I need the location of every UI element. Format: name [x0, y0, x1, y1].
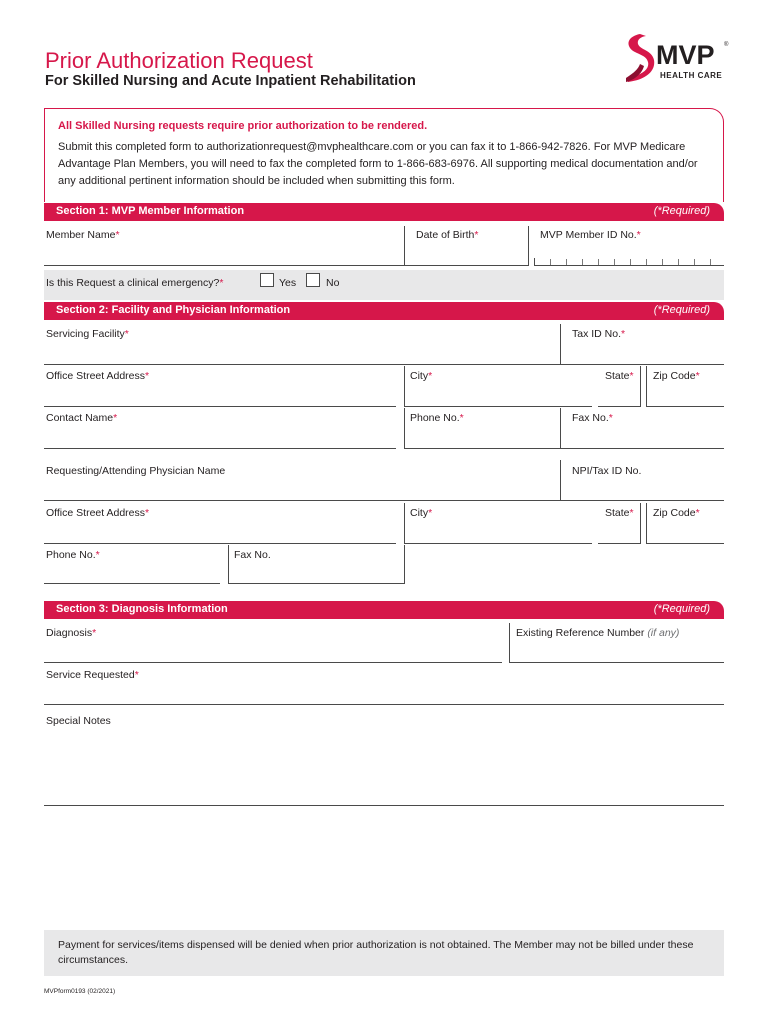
office-address2-label: Office Street Address*	[46, 507, 150, 519]
divider	[646, 503, 647, 544]
phone2-label: Phone No.*	[46, 549, 100, 561]
service-field[interactable]	[44, 704, 724, 705]
id-tick	[534, 258, 535, 266]
tax-id-field[interactable]	[560, 364, 724, 365]
member-id-field[interactable]	[534, 265, 724, 266]
id-tick	[550, 259, 551, 265]
phone2-field[interactable]	[44, 583, 220, 584]
divider	[560, 408, 561, 449]
svg-text:®: ®	[724, 42, 729, 48]
fax-field[interactable]	[560, 448, 724, 449]
dob-field[interactable]	[404, 265, 528, 266]
id-tick	[646, 259, 647, 265]
id-tick	[630, 259, 631, 265]
id-tick	[678, 259, 679, 265]
divider	[404, 408, 405, 449]
section2-header	[44, 302, 724, 320]
npi-field[interactable]	[560, 500, 724, 501]
id-tick	[710, 259, 711, 265]
diagnosis-field[interactable]	[44, 662, 502, 663]
form-subtitle: For Skilled Nursing and Acute Inpatient Rehabilitation	[45, 73, 416, 89]
svg-text:HEALTH CARE: HEALTH CARE	[660, 71, 723, 80]
notes-label: Special Notes	[46, 715, 111, 727]
city2-field[interactable]	[404, 543, 592, 544]
section2-required: (*Required)	[653, 304, 710, 316]
emergency-question: Is this Request a clinical emergency?*	[46, 277, 224, 289]
reference-label: Existing Reference Number (if any)	[516, 627, 680, 639]
tax-id-label: Tax ID No.*	[572, 328, 626, 340]
divider	[509, 623, 510, 663]
reference-field[interactable]	[509, 662, 724, 663]
divider	[404, 226, 405, 266]
physician-label: Requesting/Attending Physician Name	[46, 465, 226, 477]
divider	[404, 366, 405, 407]
notice-heading: All Skilled Nursing requests require prior authorization to be rendered.	[58, 120, 428, 132]
contact-name-label: Contact Name*	[46, 412, 118, 424]
yes-label: Yes	[279, 277, 297, 289]
section2-title: Section 2: Facility and Physician Information	[56, 304, 291, 316]
npi-label: NPI/Tax ID No.	[572, 465, 642, 477]
id-tick	[694, 259, 695, 265]
physician-field[interactable]	[44, 500, 560, 501]
svg-text:MVP: MVP	[656, 40, 715, 70]
form-title: Prior Authorization Request	[45, 48, 313, 73]
divider	[640, 503, 641, 544]
section1-header	[44, 203, 724, 221]
dob-label: Date of Birth*	[416, 229, 479, 241]
member-name-label: Member Name*	[46, 229, 120, 241]
divider	[646, 366, 647, 407]
zip2-field[interactable]	[646, 543, 724, 544]
state2-label: State*	[605, 507, 634, 519]
phone-label: Phone No.*	[410, 412, 464, 424]
divider	[228, 545, 229, 584]
id-tick	[662, 259, 663, 265]
servicing-facility-field[interactable]	[44, 364, 560, 365]
form-id: MVPform0193 (02/2021)	[44, 988, 116, 995]
diagnosis-label: Diagnosis*	[46, 627, 97, 639]
fax-label: Fax No.*	[572, 412, 613, 424]
no-checkbox[interactable]	[306, 273, 320, 287]
id-tick	[566, 259, 567, 265]
zip2-label: Zip Code*	[653, 507, 700, 519]
divider	[560, 324, 561, 365]
state2-field[interactable]	[598, 543, 640, 544]
city-field[interactable]	[404, 406, 592, 407]
divider	[560, 460, 561, 501]
member-id-label: MVP Member ID No.*	[540, 229, 641, 241]
office-address2-field[interactable]	[44, 543, 396, 544]
notice-body: Submit this completed form to authorizationrequest@mvphealthcare.com or you can fax it to 1-866-942-7826. For MVP Medicare Advantage Plan Members, you will need to fax the completed form to 1-866-683-6976. All supporting medical documentation and/or any additional pertinent information should be included when submitting this form.	[58, 141, 698, 187]
divider	[640, 366, 641, 407]
id-tick	[598, 259, 599, 265]
zip-field[interactable]	[646, 406, 724, 407]
fax2-field[interactable]	[228, 583, 404, 584]
service-label: Service Requested*	[46, 669, 139, 681]
yes-checkbox[interactable]	[260, 273, 274, 287]
zip-label: Zip Code*	[653, 370, 700, 382]
fax2-label: Fax No.	[234, 549, 271, 561]
city-label: City*	[410, 370, 433, 382]
servicing-facility-label: Servicing Facility*	[46, 328, 129, 340]
mvp-logo	[622, 30, 732, 88]
state-label: State*	[605, 370, 634, 382]
contact-name-field[interactable]	[44, 448, 396, 449]
footer-notice: Payment for services/items dispensed will be denied when prior authorization is not obtained. The Member may not be billed under these circumstances.	[58, 939, 694, 966]
office-address-label: Office Street Address*	[46, 370, 150, 382]
divider	[404, 545, 405, 584]
city2-label: City*	[410, 507, 433, 519]
divider	[404, 503, 405, 544]
divider	[528, 226, 529, 266]
office-address-field[interactable]	[44, 406, 396, 407]
phone-field[interactable]	[404, 448, 560, 449]
section1-required: (*Required)	[653, 205, 710, 217]
no-label: No	[326, 277, 340, 289]
section1-title: Section 1: MVP Member Information	[56, 205, 245, 217]
section3-header	[44, 601, 724, 619]
id-tick	[582, 259, 583, 265]
id-tick	[614, 259, 615, 265]
section3-title: Section 3: Diagnosis Information	[56, 603, 228, 615]
member-name-field[interactable]	[44, 265, 404, 266]
section3-required: (*Required)	[653, 603, 710, 615]
state-field[interactable]	[598, 406, 640, 407]
notes-field[interactable]	[44, 805, 724, 806]
